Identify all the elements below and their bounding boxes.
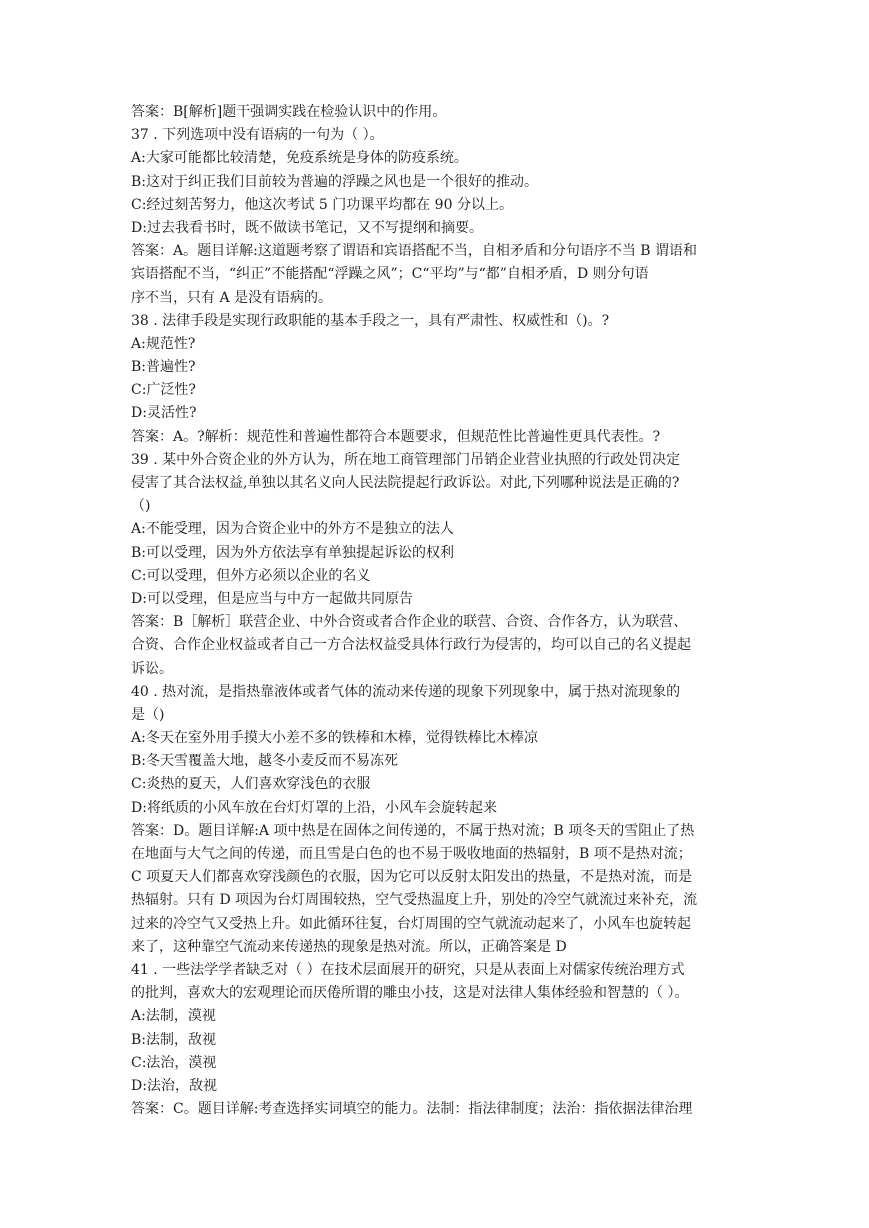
text-line: 是（) xyxy=(131,706,165,723)
text-line: B:这对于纠正我们目前较为普遍的浮躁之风也是一个很好的推动。 xyxy=(131,173,539,190)
text-line: 答案：A。题目详解:这道题考察了谓语和宾语搭配不当，自相矛盾和分句语序不当 B 谓语和 xyxy=(131,243,698,260)
text-line: 37 . 下列选项中没有语病的一句为（ ）。 xyxy=(131,127,384,144)
text-line: D:过去我看书时，既不做读书笔记，又不写提纲和摘要。 xyxy=(131,219,483,236)
text-line: 38 . 法律手段是实现行政职能的基本手段之一，具有严肃性、权威性和（)。? xyxy=(131,312,610,329)
text-line: A:冬天在室外用手摸大小差不多的铁棒和木棒，觉得铁棒比木棒凉 xyxy=(131,730,538,747)
text-line: 过来的冷空气又受热上升。如此循环往复，台灯周围的空气就流动起来了，小风车也旋转起 xyxy=(131,915,691,932)
text-line: C:经过刻苦努力，他这次考试 5 门功课平均都在 90 分以上。 xyxy=(131,196,513,213)
text-line: C:广泛性? xyxy=(131,382,196,399)
text-line: 诉讼。 xyxy=(131,660,173,677)
text-line: C:炎热的夏天，人们喜欢穿浅色的衣服 xyxy=(131,776,371,793)
text-line: 答案：B［解析］联营企业、中外合资或者合作企业的联营、合资、合作各方，认为联营、 xyxy=(131,614,688,631)
text-line: 答案：C。题目详解:考查选择实词填空的能力。法制：指法律制度；法治：指依据法律治理 xyxy=(131,1101,693,1118)
text-line: （) xyxy=(131,498,151,515)
text-line: D:法治，敌视 xyxy=(131,1077,217,1094)
text-line: 侵害了其合法权益,单独以其名义向人民法院提起行政诉讼。对此,下列哪种说法是正确的? xyxy=(131,475,680,491)
text-line: C:可以受理，但外方必须以企业的名义 xyxy=(131,567,371,584)
text-line: 39 . 某中外合资企业的外方认为，所在地工商管理部门吊销企业营业执照的行政处罚决定 xyxy=(131,451,681,468)
text-line: 合资、合作企业权益或者自己一方合法权益受具体行政行为侵害的，均可以自己的名义提起 xyxy=(131,637,691,654)
text-line: 在地面与大气之间的传递，而且雪是白色的也不易于吸收地面的热辐射，B 项不是热对流； xyxy=(131,846,692,862)
text-line: B:法制，敌视 xyxy=(131,1031,217,1048)
text-line: D:将纸质的小风车放在台灯灯罩的上沿，小风车会旋转起来 xyxy=(131,799,497,816)
text-line: 答案：A。?解析：规范性和普遍性都符合本题要求，但规范性比普遍性更具代表性。? xyxy=(131,428,661,445)
text-line: B:普遍性? xyxy=(131,359,196,376)
text-line: D:可以受理，但是应当与中方一起做共同原告 xyxy=(131,590,413,607)
text-line: C:法治，漠视 xyxy=(131,1054,217,1071)
text-line: A:不能受理，因为合资企业中的外方不是独立的法人 xyxy=(131,521,454,538)
text-line: 答案：B[解析]题干强调实践在检验认识中的作用。 xyxy=(131,104,447,120)
text-line: 40 . 热对流，是指热靠液体或者气体的流动来传递的现象下列现象中，属于热对流现象的 xyxy=(131,683,681,700)
text-line: A:规范性? xyxy=(131,335,196,352)
text-line: A:法制，漠视 xyxy=(131,1008,216,1025)
text-line: B:可以受理，因为外方依法享有单独提起诉讼的权利 xyxy=(131,544,455,561)
text-line: C 项夏天人们都喜欢穿浅颜色的衣服，因为它可以反射太阳发出的热量，不是热对流，而是 xyxy=(131,869,693,886)
text-line: 来了，这种靠空气流动来传递热的现象是热对流。所以，正确答案是 D xyxy=(131,938,567,955)
text-line: B:冬天雪覆盖大地，越冬小麦反而不易冻死 xyxy=(131,753,399,770)
document-page xyxy=(131,101,741,1121)
text-line: 答案：D。题目详解:A 项中热是在固体之间传递的，不属于热对流；B 项冬天的雪阻止了热 xyxy=(131,822,695,839)
text-line: 序不当，只有 A 是没有语病的。 xyxy=(131,289,333,306)
text-line: 宾语搭配不当，“纠正”不能搭配“浮躁之风”；C“平均”与“都”自相矛盾，D 则分句语 xyxy=(131,266,649,283)
text-line: 41 . 一些法学学者缺乏对（ ）在技术层面展开的研究，只是从表面上对儒家传统治理方式 xyxy=(131,961,685,978)
text-line: 热辐射。只有 D 项因为台灯周围较热，空气受热温度上升，别处的冷空气就流过来补充，流 xyxy=(131,892,698,909)
text-line: A:大家可能都比较清楚，免疫系统是身体的防疫系统。 xyxy=(131,150,468,167)
text-line: D:灵活性? xyxy=(131,405,197,422)
text-line: 的批判，喜欢大的宏观理论而厌倦所谓的雕虫小技，这是对法律人集体经验和智慧的（ ）。 xyxy=(131,985,689,1002)
